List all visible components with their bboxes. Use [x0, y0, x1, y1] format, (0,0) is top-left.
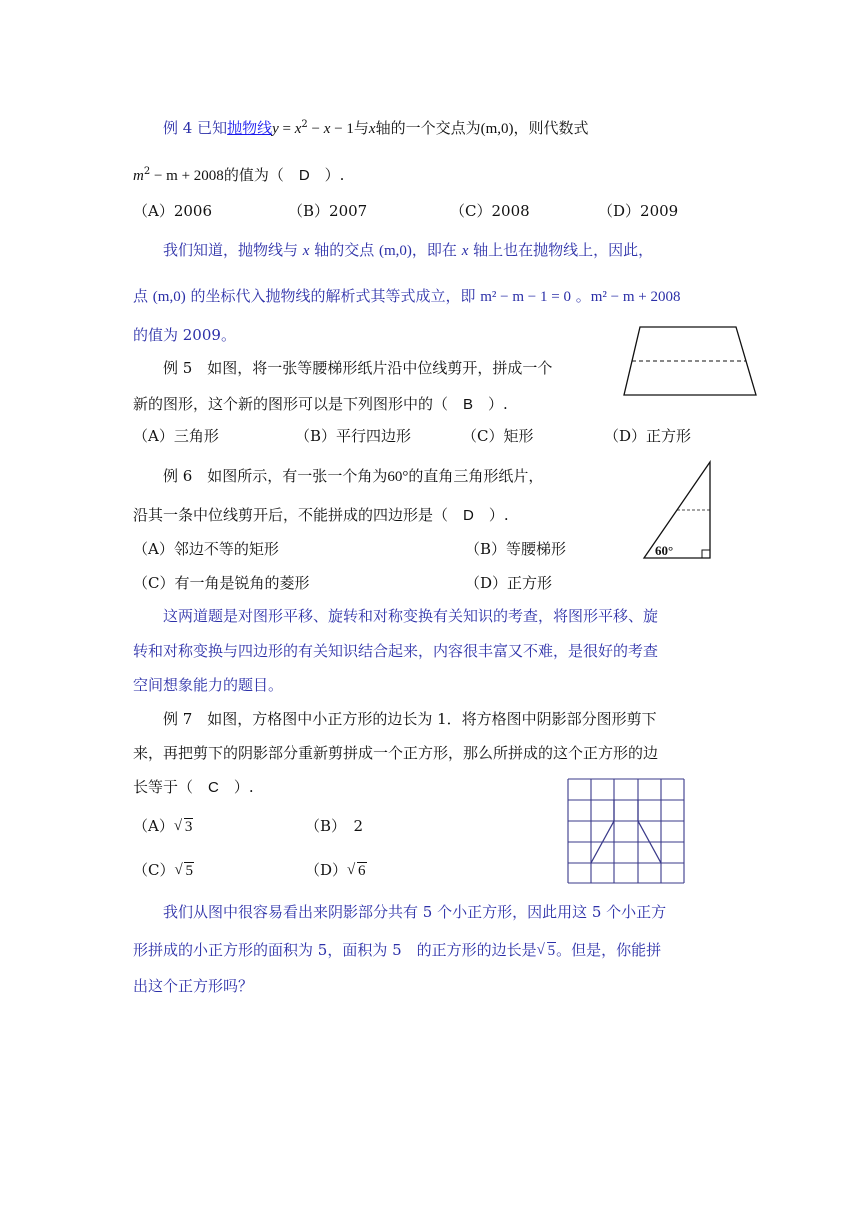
ex4-explanation-line1: 我们知道，抛物线与 x 轴的交点 (m,0)，即在 x 轴上也在抛物线上，因此， [163, 241, 654, 259]
ex4-option-b: （B）2007 [288, 202, 368, 220]
triangle-angle-label: 60° [655, 543, 674, 558]
ex6-option-b: （B）等腰梯形 [465, 540, 567, 558]
ex4-option-c: （C）2008 [450, 202, 530, 220]
ex4-label: 例 4 已知 [163, 119, 228, 137]
ex5-line1: 例 5 如图，将一张等腰梯形纸片沿中位线剪开，拼成一个 [163, 359, 553, 377]
ex5-answer: B [463, 396, 474, 413]
ex4-line1: 例 4 已知抛物线$y = x^2 - x - 1$与x轴的一个交点为(m,0)，则代数式 [163, 119, 589, 137]
comment-line2: 转和对称变换与四边形的有关知识结合起来，内容很丰富又不难，是很好的考查 [133, 642, 659, 660]
ex6-option-c: （C）有一角是锐角的菱形 [133, 574, 310, 592]
ex7-explanation-line2: 形拼成的小正方形的面积为 5，面积为 5 的正方形的边长是√ 5。但是，你能拼 [133, 940, 661, 961]
ex5-option-d: （D）正方形 [604, 427, 692, 445]
ex6-answer: D [463, 507, 474, 524]
ex5-line2: 新的图形，这个新的图形可以是下列图形中的（ B ）. [133, 395, 508, 413]
ex6-option-a: （A）邻边不等的矩形 [133, 540, 279, 558]
ex4-explanation-line3: 的值为 2009。 [133, 326, 236, 344]
ex7-explanation-line3: 出这个正方形吗？ [133, 977, 254, 995]
ex7-line3: 长等于（ C ）. [133, 778, 254, 796]
ex5-option-a: （A）三角形 [133, 427, 219, 445]
ex5-option-c: （C）矩形 [462, 427, 534, 445]
parabola-link[interactable]: 抛物线 [227, 119, 273, 137]
ex7-line1: 例 7 如图，方格图中小正方形的边长为 1．将方格图中阴影部分图形剪下 [163, 710, 657, 728]
ex4-answer: D [298, 167, 310, 184]
ex6-line1: 例 6 如图所示，有一张一个角为60°的直角三角形纸片， [163, 467, 544, 485]
ex7-option-b: （B） 2 [305, 817, 364, 835]
ex4-option-d: （D）2009 [598, 202, 679, 220]
ex7-answer: C [208, 779, 219, 796]
ex4-line2: $m^2 - m + 2008$的值为（ D ）. [133, 166, 345, 184]
ex7-option-d: （D）√ 6 [305, 860, 367, 881]
ex7-explanation-line1: 我们从图中很容易看出来阴影部分共有 5 个小正方形，因此用这 5 个小正方 [163, 903, 667, 921]
ex6-option-d: （D）正方形 [465, 574, 553, 592]
ex4-explanation-line2: 点 (m,0) 的坐标代入抛物线的解析式其等式成立，即 m² − m − 1 = 0 。m² − m + 2008 [133, 287, 681, 305]
comment-line3: 空间想象能力的题目。 [133, 676, 284, 694]
comment-line1: 这两道题是对图形平移、旋转和对称变换有关知识的考查，将图形平移、旋 [163, 607, 659, 625]
ex4-option-a: （A）2006 [133, 202, 213, 220]
trapezoid-figure [620, 325, 760, 397]
ex7-option-a: （A）√ 3 [133, 816, 193, 837]
ex7-option-c: （C）√ 5 [133, 860, 194, 881]
grid-figure [568, 779, 686, 885]
right-triangle-figure [640, 460, 720, 560]
ex6-line2: 沿其一条中位线剪开后，不能拼成的四边形是（ D ）. [133, 506, 509, 524]
ex7-line2: 来，再把剪下的阴影部分重新剪拼成一个正方形，那么所拼成的这个正方形的边 [133, 744, 659, 762]
ex5-option-b: （B）平行四边形 [295, 427, 412, 445]
